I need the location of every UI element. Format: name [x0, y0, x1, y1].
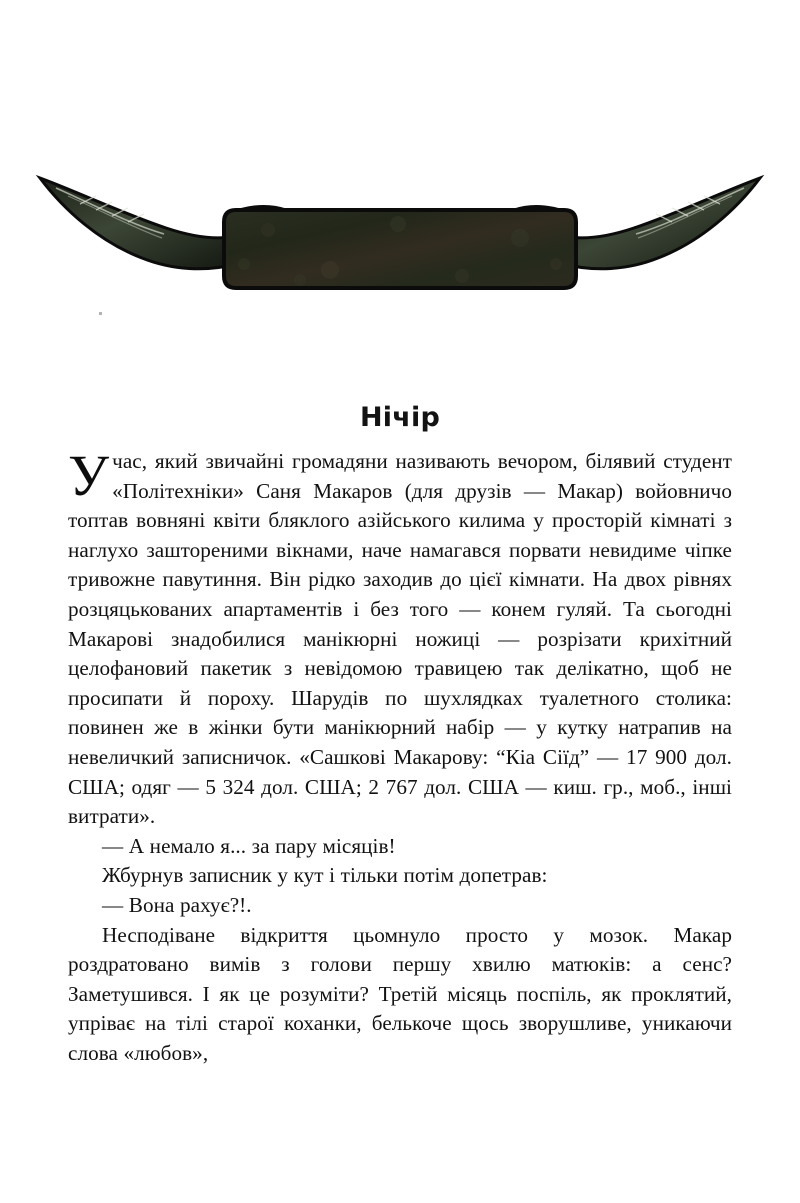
drop-cap: У [68, 443, 110, 508]
part-banner-label: Частина перша [246, 371, 554, 410]
chapter-title: Нічір [360, 402, 440, 434]
body-text-block [68, 443, 732, 1068]
scan-speck [99, 312, 102, 315]
paragraph-5: Несподіване відкриття цьомнуло просто у мозок. Макар роздратовано вимів з голови першу хвилю матюків: а сенс? Заметушився. І як це розуміти? Третій місяць поспіль, як проклятий, упріває на тілі старої коханки, белькоче щось зворушливе, уникаючи слова «любов», [68, 922, 732, 1065]
part-banner [0, 152, 800, 410]
ribbon-tail-right [564, 178, 760, 269]
paragraph-1-text: час, який звичайні громадяни називають вечором, білявий студент «Політехніки» Саня Макаров (для друзів — Макар) войовничо топтав вовняні квіти бляклого азійського килима у просторій кімнаті з наглухо заштореними вікнами, наче намагався порвати невидиме чіпке тривожне павутиння. Він рідко заходив до цієї кімнати. На двох рівнях розцяцькованих апартаментів і без того — конем гуляй. Та сьогодні Макарові знадобилися манікюрні ножиці — розрізати крихітний целофановий пакетик з невідомою травицею так делікатно, щоб не просипати й пороху. Шарудів по шухлядках туалетного столика: повинен же в жінки бути манікюрний набір — у кутку натрапив на невеличкий записничок. «Сашкові Макарову: “Кіа Сіїд” — 17 900 дол. США; одяг — 5 324 дол. США; 2 767 дол. США — киш. гр., моб., інші витрати». [68, 449, 732, 829]
paragraph-3: Жбурнув записник у кут і тільки потім допетрав: [102, 863, 548, 888]
paragraph-4: — Вона рахує?!. [102, 892, 252, 917]
ribbon-tail-left [40, 178, 236, 269]
ribbon-body [224, 210, 576, 288]
paragraph-2: — А немало я... за пару місяців! [102, 833, 396, 858]
paragraph-1 [68, 443, 732, 832]
